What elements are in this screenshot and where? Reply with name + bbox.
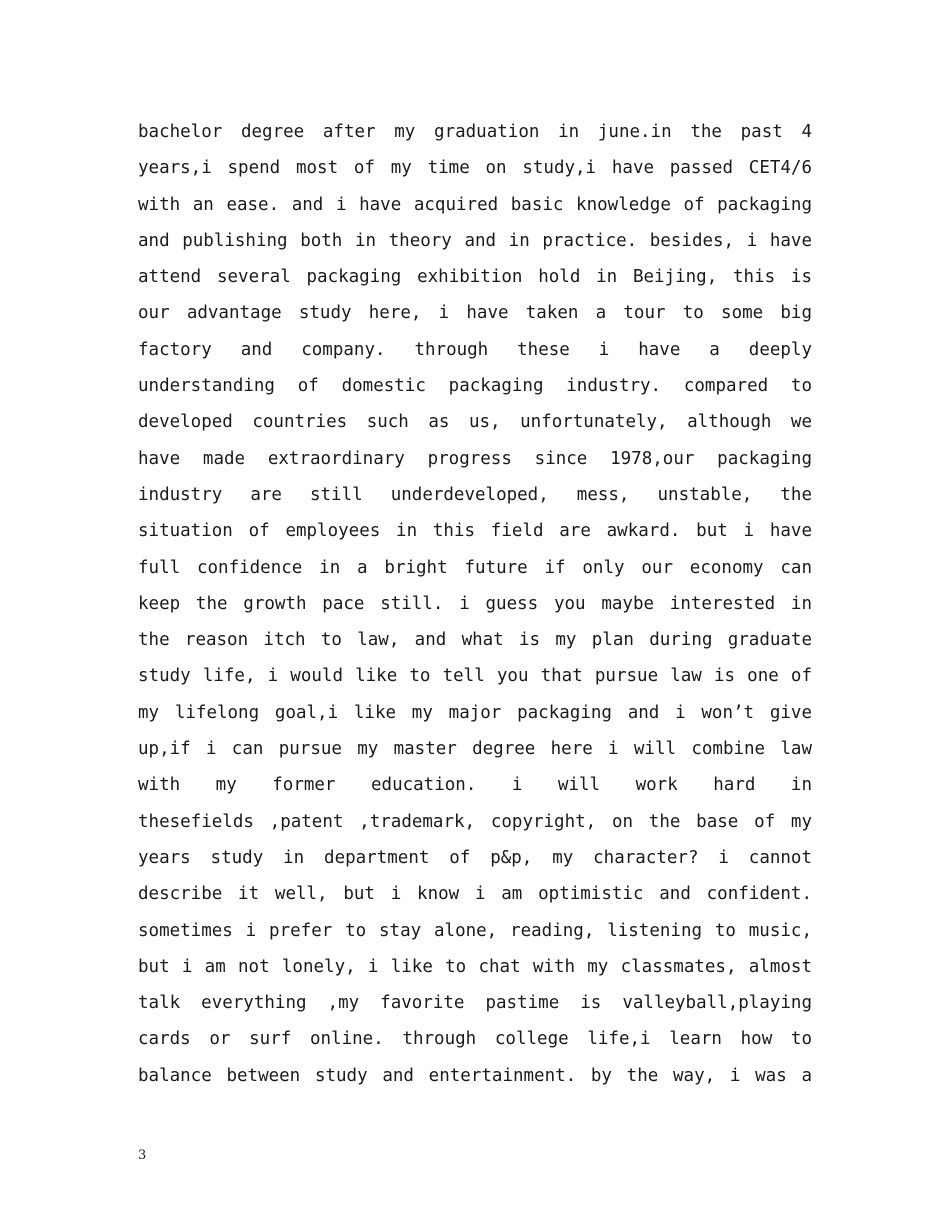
text-line: attend several packaging exhibition hold in Beijing, this is bbox=[138, 267, 812, 288]
text-line: keep the growth pace still. i guess you maybe interested in bbox=[138, 593, 812, 614]
text-line: talk everything ,my favorite pastime is valleyball,playing bbox=[138, 993, 812, 1014]
text-line: have made extraordinary progress since 1978,our packaging bbox=[138, 448, 812, 469]
text-line: my lifelong goal,i like my major packaging and i won’t give bbox=[138, 702, 812, 723]
text-line: thesefields ,patent ,trademark, copyright, on the base of my bbox=[138, 811, 812, 832]
text-line: our advantage study here, i have taken a tour to some big bbox=[138, 303, 812, 324]
text-line: industry are still underdeveloped, mess, unstable, the bbox=[138, 484, 812, 505]
text-line: full confidence in a bright future if only our economy can bbox=[138, 557, 812, 578]
text-line: balance between study and entertainment. by the way, i was a bbox=[138, 1065, 812, 1086]
text-line: understanding of domestic packaging industry. compared to bbox=[138, 376, 812, 397]
text-line: the reason itch to law, and what is my plan during graduate bbox=[138, 630, 812, 651]
text-line: years study in department of p&p, my character? i cannot bbox=[138, 847, 812, 868]
text-line: with an ease. and i have acquired basic knowledge of packaging bbox=[138, 194, 812, 215]
text-line: with my former education. i will work hard in bbox=[138, 775, 812, 796]
text-line: describe it well, but i know i am optimistic and confident. bbox=[138, 884, 812, 905]
text-line: and publishing both in theory and in practice. besides, i have bbox=[138, 230, 812, 251]
text-line: situation of employees in this field are awkard. but i have bbox=[138, 521, 812, 542]
text-line: bachelor degree after my graduation in june.in the past 4 bbox=[138, 122, 812, 142]
text-line: study life, i would like to tell you that pursue law is one of bbox=[138, 666, 812, 687]
text-line: years,i spend most of my time on study,i have passed CET4/6 bbox=[138, 158, 812, 179]
text-line: sometimes i prefer to stay alone, reading, listening to music, bbox=[138, 920, 812, 941]
text-line: but i am not lonely, i like to chat with my classmates, almost bbox=[138, 956, 812, 977]
text-line: cards or surf online. through college life,i learn how to bbox=[138, 1029, 812, 1050]
page-number: 3 bbox=[138, 1148, 147, 1163]
text-line: developed countries such as us, unfortunately, although we bbox=[138, 412, 812, 433]
text-line: factory and company. through these i have a deeply bbox=[138, 339, 812, 360]
text-line: up,if i can pursue my master degree here i will combine law bbox=[138, 739, 812, 760]
body-text bbox=[138, 114, 812, 1094]
